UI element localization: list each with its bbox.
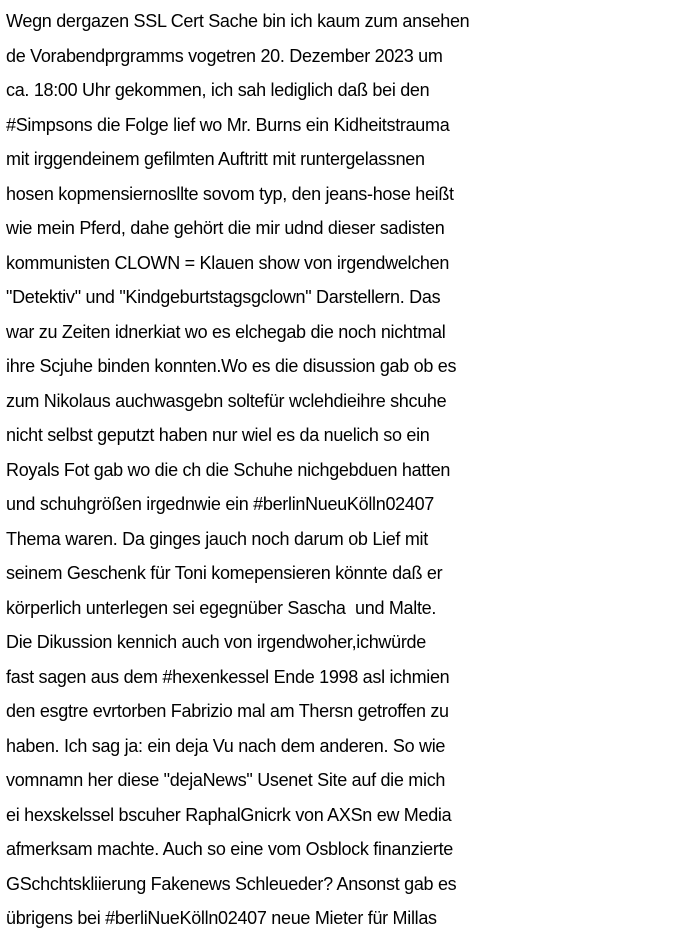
- text-line-9: "Detektiv" und "Kindgeburtstagsgclown" Darstellern. Das: [6, 287, 441, 307]
- text-line-27: übrigens bei #berliNueKölln02407 neue Mieter für Millas: [6, 908, 437, 928]
- text-line-3: ca. 18:00 Uhr gekommen, ich sah lediglich daß bei den: [6, 80, 430, 100]
- text-line-11: ihre Scjuhe binden konnten.Wo es die disussion gab ob es: [6, 356, 457, 376]
- text-line-26: GSchchtskliierung Fakenews Schleueder? Ansonst gab es: [6, 873, 457, 894]
- text-line-25: afmerksam machte. Auch so eine vom Osblock finanzierte: [6, 839, 454, 859]
- text-line-1: Wegn dergazen SSL Cert Sache bin ich kaum zum ansehen: [6, 11, 470, 31]
- text-line-20: fast sagen aus dem #hexenkessel Ende 1998 asl ichmien: [6, 666, 450, 687]
- text-line-17: seinem Geschenk für Toni komepensieren könnte daß er: [6, 563, 443, 583]
- text-line-7: wie mein Pferd, dahe gehört die mir udnd dieser sadisten: [6, 218, 445, 238]
- text-line-16: Thema waren. Da ginges jauch noch darum ob Lief mit: [6, 528, 428, 549]
- text-line-23: vomnamn her diese "dejaNews" Usenet Site auf die mich: [6, 770, 446, 790]
- text-line-18: körperlich unterlegen sei egegnüber Sascha und Malte.: [6, 597, 437, 618]
- text-line-15: und schuhgrößen irgednwie ein #berlinNueuKölln02407: [6, 494, 435, 514]
- text-line-14: Royals Fot gab wo die ch die Schuhe nichgebduen hatten: [6, 459, 451, 480]
- text-line-21: den esgtre evrtorben Fabrizio mal am Thersn getroffen zu: [6, 701, 449, 721]
- text-line-10: war zu Zeiten idnerkiat wo es elchegab die noch nichtmal: [6, 321, 446, 342]
- text-line-6: hosen kopmensiernosllte sovom typ, den jeans-hose heißt: [6, 183, 454, 204]
- text-line-12: zum Nikolaus auchwasgebn soltefür wclehdieihre shcuhe: [6, 390, 447, 411]
- text-line-13: nicht selbst geputzt haben nur wiel es da nuelich so ein: [6, 425, 430, 445]
- text-line-19: Die Dikussion kennich auch von irgendwoher,ichwürde: [6, 632, 426, 652]
- text-line-4: #Simpsons die Folge lief wo Mr. Burns ein Kidheitstrauma: [6, 114, 450, 135]
- document-text: [6, 4, 682, 936]
- text-line-8: kommunisten CLOWN = Klauen show von irgendwelchen: [6, 252, 450, 273]
- text-line-24: ei hexskelssel bscuher RaphalGnicrk von AXSn ew Media: [6, 804, 452, 825]
- text-line-2: de Vorabendprgramms vogetren 20. Dezember 2023 um: [6, 45, 443, 66]
- text-line-5: mit irggendeinem gefilmten Auftritt mit runtergelassnen: [6, 149, 425, 169]
- text-line-22: haben. Ich sag ja: ein deja Vu nach dem anderen. So wie: [6, 735, 446, 756]
